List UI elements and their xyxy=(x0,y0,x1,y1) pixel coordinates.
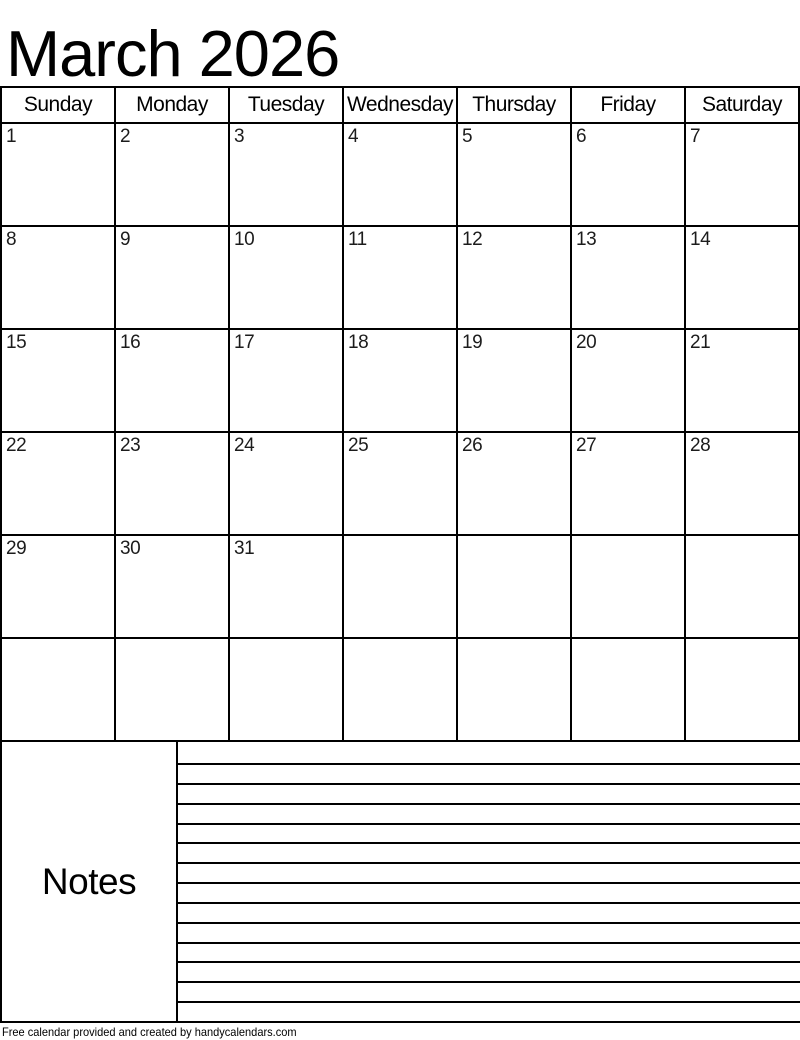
weekday-header-friday: Friday xyxy=(571,87,685,123)
notes-label: Notes xyxy=(41,860,137,902)
day-cell: 28 xyxy=(685,432,799,535)
week-row-3 xyxy=(1,329,799,432)
day-cell: 6 xyxy=(571,123,685,226)
day-cell: 9 xyxy=(115,226,229,329)
week-row-1 xyxy=(1,123,799,226)
day-cell: 27 xyxy=(571,432,685,535)
day-cell: 14 xyxy=(685,226,799,329)
weekday-header-sunday: Sunday xyxy=(1,87,115,123)
day-cell: 30 xyxy=(115,535,229,638)
weekday-header-thursday: Thursday xyxy=(457,87,571,123)
note-line xyxy=(178,742,800,765)
day-cell: 26 xyxy=(457,432,571,535)
day-cell-empty xyxy=(115,638,229,741)
day-cell: 31 xyxy=(229,535,343,638)
week-row-6 xyxy=(1,638,799,741)
day-cell-empty xyxy=(685,638,799,741)
day-cell: 12 xyxy=(457,226,571,329)
note-line xyxy=(178,825,800,845)
note-line xyxy=(178,805,800,825)
day-cell: 7 xyxy=(685,123,799,226)
weekday-header-saturday: Saturday xyxy=(685,87,799,123)
day-cell-empty xyxy=(457,638,571,741)
note-line xyxy=(178,963,800,983)
title-bar xyxy=(0,0,800,90)
note-line xyxy=(178,983,800,1003)
notes-label-box xyxy=(0,742,178,1023)
day-cell: 15 xyxy=(1,329,115,432)
day-cell-empty xyxy=(685,535,799,638)
day-cell-empty xyxy=(343,638,457,741)
day-cell-empty xyxy=(343,535,457,638)
day-cell: 20 xyxy=(571,329,685,432)
day-cell: 2 xyxy=(115,123,229,226)
day-cell: 1 xyxy=(1,123,115,226)
day-cell-empty xyxy=(571,535,685,638)
day-cell-empty xyxy=(229,638,343,741)
day-cell-empty xyxy=(1,638,115,741)
note-line xyxy=(178,884,800,904)
day-cell: 25 xyxy=(343,432,457,535)
month-title: March 2026 xyxy=(6,17,340,90)
day-cell: 10 xyxy=(229,226,343,329)
note-line xyxy=(178,904,800,924)
week-row-4 xyxy=(1,432,799,535)
weekday-header-tuesday: Tuesday xyxy=(229,87,343,123)
footer xyxy=(0,1023,800,1040)
note-line xyxy=(178,785,800,805)
notes-section xyxy=(0,742,800,1023)
note-line xyxy=(178,864,800,884)
day-cell: 5 xyxy=(457,123,571,226)
day-cell-empty xyxy=(457,535,571,638)
day-cell: 4 xyxy=(343,123,457,226)
day-cell: 17 xyxy=(229,329,343,432)
week-row-5 xyxy=(1,535,799,638)
day-cell: 11 xyxy=(343,226,457,329)
day-cell: 19 xyxy=(457,329,571,432)
day-cell: 22 xyxy=(1,432,115,535)
day-cell: 8 xyxy=(1,226,115,329)
weekday-header-monday: Monday xyxy=(115,87,229,123)
day-cell: 13 xyxy=(571,226,685,329)
day-cell-empty xyxy=(571,638,685,741)
note-line xyxy=(178,844,800,864)
notes-ruled-area xyxy=(178,742,800,1023)
day-cell: 3 xyxy=(229,123,343,226)
note-line xyxy=(178,944,800,964)
day-cell: 23 xyxy=(115,432,229,535)
note-line xyxy=(178,765,800,785)
weekday-header-wednesday: Wednesday xyxy=(343,87,457,123)
week-row-2 xyxy=(1,226,799,329)
day-cell: 18 xyxy=(343,329,457,432)
day-cell: 29 xyxy=(1,535,115,638)
day-cell: 16 xyxy=(115,329,229,432)
note-line xyxy=(178,1003,800,1023)
footer-credit: Free calendar provided and created by handycalendars.com xyxy=(2,1024,297,1039)
calendar-grid xyxy=(0,86,800,742)
day-cell: 24 xyxy=(229,432,343,535)
day-cell: 21 xyxy=(685,329,799,432)
note-line xyxy=(178,924,800,944)
weekday-header-row xyxy=(1,87,799,123)
